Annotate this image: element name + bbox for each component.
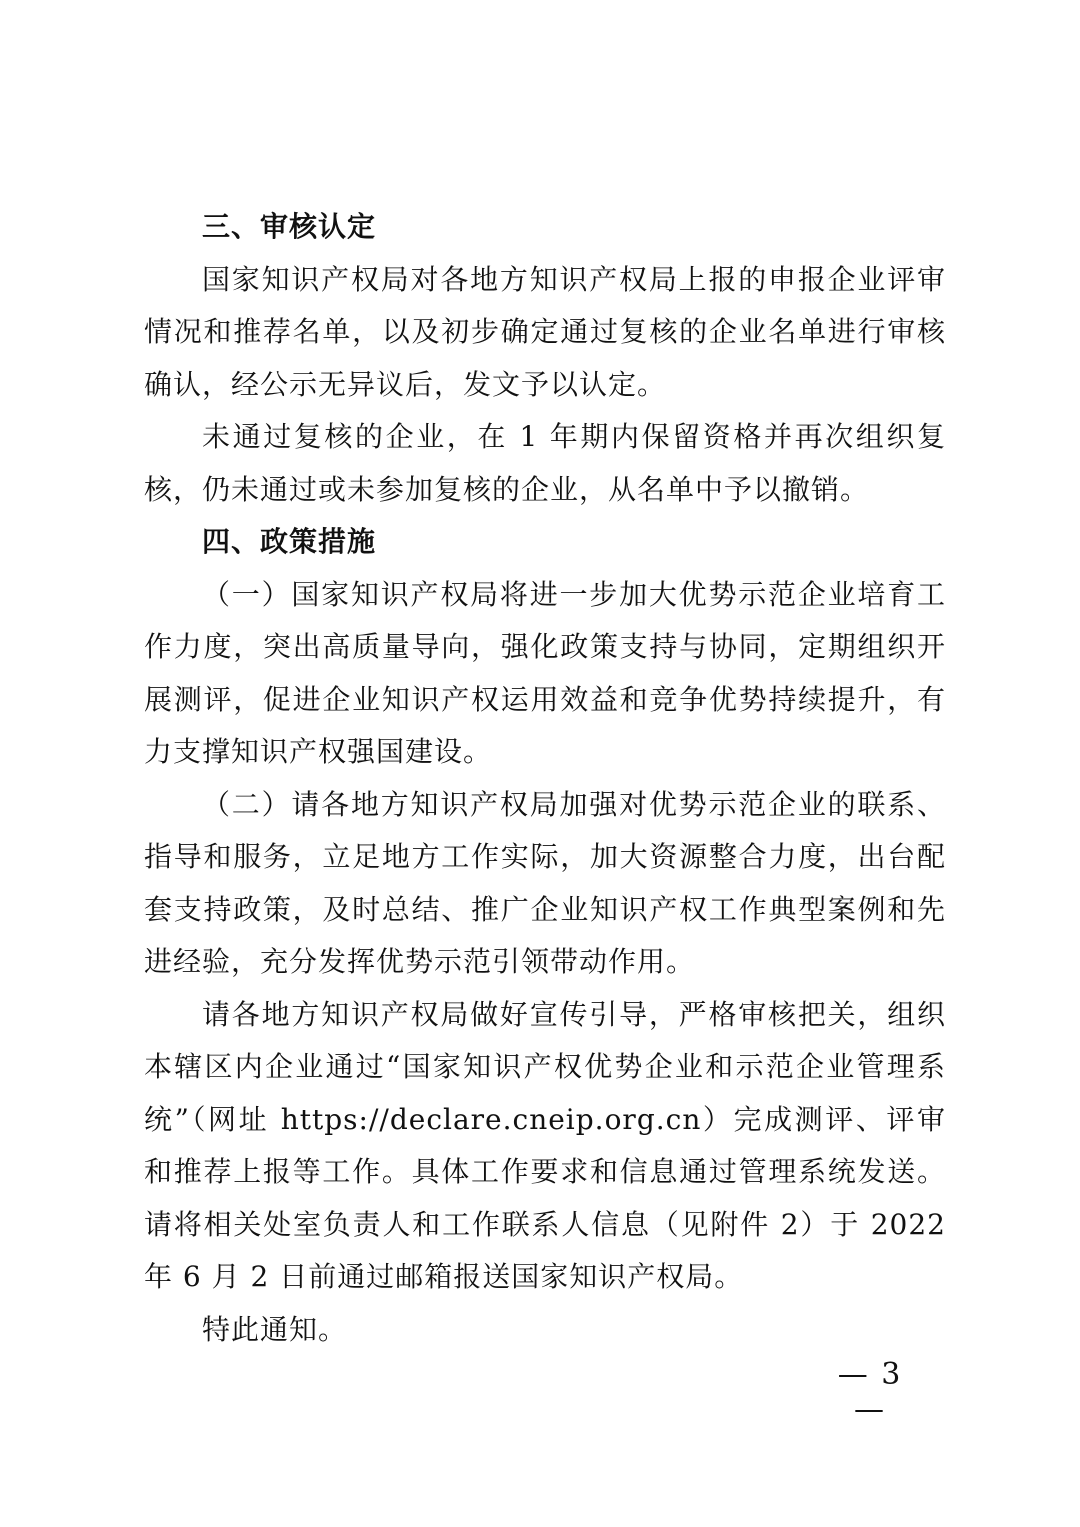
section-heading-review: 三、审核认定 xyxy=(202,210,377,243)
paragraph-review-revocation: 未通过复核的企业，在 1 年期内保留资格并再次组织复核，仍未通过或未参加复核的企业，从名单中予以撤销。 xyxy=(144,420,946,506)
paragraph-policy-1: （一）国家知识产权局将进一步加大优势示范企业培育工作力度，突出高质量导向，强化政策支持与协同，定期组织开展测评，促进企业知识产权运用效益和竞争优势持续提升，有力支撑知识产权强国建设。 xyxy=(144,577,946,768)
page-number: — 3 — xyxy=(837,1357,903,1427)
paragraph-closing: 特此通知。 xyxy=(202,1312,348,1346)
document-body xyxy=(144,201,946,1356)
paragraph-review-confirmation: 国家知识产权局对各地方知识产权局上报的申报企业评审情况和推荐名单，以及初步确定通过复核的企业名单进行审核确认，经公示无异议后，发文予以认定。 xyxy=(144,262,946,401)
section-heading-policy: 四、政策措施 xyxy=(202,525,377,558)
paragraph-policy-3: 请各地方知识产权局做好宣传引导，严格审核把关，组织本辖区内企业通过“国家知识产权优势企业和示范企业管理系统”（网址 https://declare.cneip.org.cn）完成测评、评审和推荐上报等工作。具体工作要求和信息通过管理系统发送。请将相关处室负责人和工作联系人信息（见附件 2）于 2022 年 6 月 2 日前通过邮箱报送国家知识产权局。 xyxy=(144,997,946,1293)
paragraph-policy-2: （二）请各地方知识产权局加强对优势示范企业的联系、指导和服务，立足地方工作实际，加大资源整合力度，出台配套支持政策，及时总结、推广企业知识产权工作典型案例和先进经验，充分发挥优势示范引领带动作用。 xyxy=(144,787,946,978)
